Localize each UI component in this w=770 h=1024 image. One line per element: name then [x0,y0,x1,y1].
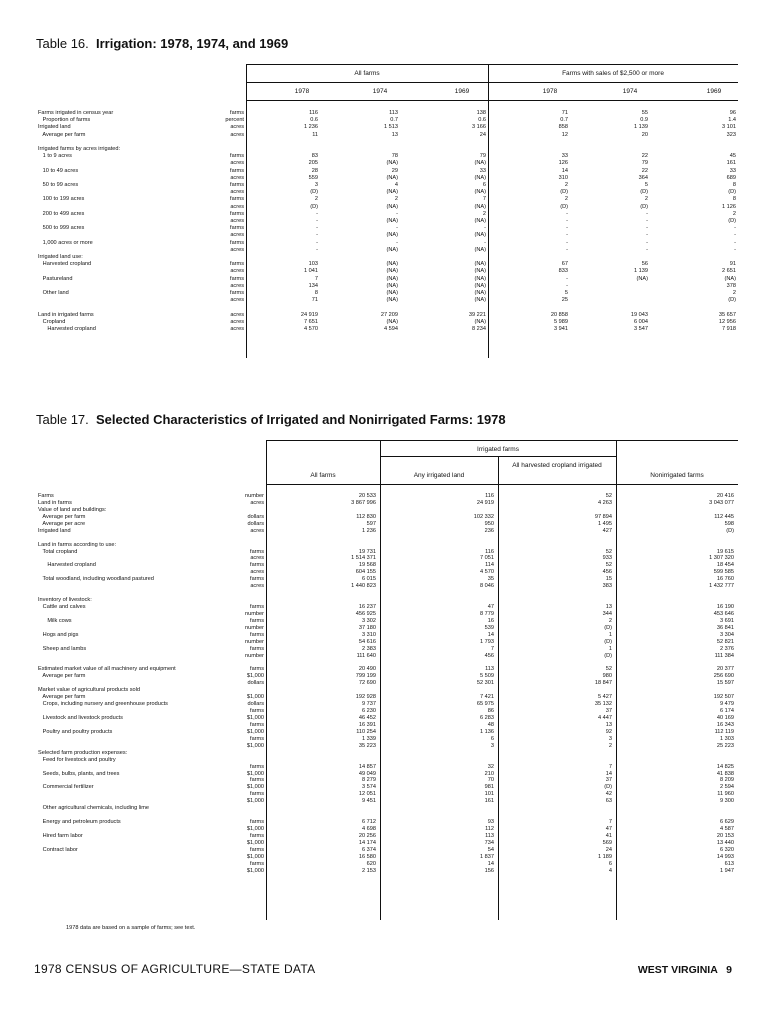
table16-col-sales-1974: 55 0.9 1 139 20 22 79 22 364 5 (D) 2 (D) - - - - - - 56 1 139 (NA) 19 043 6 004 3 547 [630,110,648,333]
table17-units: number acres dollars dollars acres farms acres farms acres farms acres farms number farms number farms number farms number farms $1,000 dollars $1,000 dollars farms $1,000 farms $1,000 farms $1,000 farms $1,000 farms $1,000 farms $1,000 farms $1,000 farms $1,000 farms $1,000 farms $1,000 [245,493,264,874]
table16-col-all-1969: 138 0.6 3 166 24 79 (NA) 33 (NA) 6 (NA) 7 (NA) 2 (NA) - (NA) - (NA) (NA) (NA) (NA) (NA) (NA) (NA) 39 221 (NA) 8 234 [468,110,486,333]
footer-state-page: WEST VIRGINIA 9 [637,964,732,976]
table17-col-all-header: All farms [310,472,336,479]
table17-col-non: 20 416 3 043 077 112 445 598 (D) 19 615 1 307 320 18 454 599 585 16 760 1 432 777 16 190 453 646 3 691 36 841 3 304 52 821 2 376 111 384 20 377 256 690 15 597 192 507 9 479 6 174 40 169 16 343 112 119 1 303 25 223 14 825 41 838 8 209 2 594 11 960 9 300 6 629 4 587 20 153 13 440 6 320 14 993 613 1 947 [709,493,734,874]
table16-number: Table 16. [36,36,89,51]
table16-heading: Irrigation: 1978, 1974, and 1969 [96,36,289,51]
table16-year-2: 1974 [372,88,388,95]
table16-year-4: 1978 [542,88,558,95]
table16-year-1: 1978 [294,88,310,95]
table17-left-rule [266,440,267,920]
table17-rule-3 [498,456,499,920]
table16-title [36,36,288,51]
table17-rule-2 [380,440,381,920]
table16-left-rule [246,64,247,358]
table16-stub: Farms irrigated in census year Proportion of farms Irrigated land Average per farm Irrigated farms by acres irrigated: 1 to 9 acres 10 to 49 acres 50 to 99 acres 100 to 199 acres 200 to 499 acres 500 to 999 acres 1,000 acres or more Irrigated land use: Harvested cropland Pastureland Other land Land in irrigated farms Cropland Harvested cropland [38,110,121,333]
table17-footnote: 1978 data are based on a sample of farms; see text. [66,925,196,931]
table16-year-6: 1969 [706,88,722,95]
table17-top-rule [266,440,738,441]
table16-header-rule [246,100,738,101]
table16-units: farms percent acres acres farms acres farms acres farms acres farms acres farms acres farms acres farms acres farms acres farms acres farms acres acres acres acres [225,110,244,333]
table17-col-non-header: Nonirrigated farms [650,472,704,479]
table17-heading: Selected Characteristics of Irrigated and Nonirrigated Farms: 1978 [96,412,506,427]
table16-col-all-1974: 113 0.7 1 513 13 78 (NA) 29 (NA) 4 (NA) 2 (NA) - (NA) - (NA) - (NA) (NA) (NA) (NA) (NA) (NA) (NA) 27 209 (NA) 4 594 [380,110,398,333]
table16-year-5: 1974 [622,88,638,95]
table16-col-sales-1978: 71 0.7 858 12 33 126 14 310 2 (D) 2 (D) - - - - - - 67 833 - - 5 25 20 858 5 989 3 941 [550,110,568,333]
table17-rule-4 [616,440,617,920]
footer-publication: 1978 CENSUS OF AGRICULTURE—STATE DATA [34,962,316,976]
table16-group-sales: Farms with sales of $2,500 or more [562,70,664,77]
table17-header-rule [266,484,738,485]
table17-number: Table 17. [36,412,89,427]
table16-col-sales-1969: 96 1.4 3 101 323 45 161 33 689 8 (D) 8 1 126 2 (D) - - - - 91 2 651 (NA) 378 2 (D) 35 657 12 956 7 918 [718,110,736,333]
table17-title [36,412,506,427]
table16-year-3: 1969 [454,88,470,95]
table17-stub: Farms Land in farms Value of land and buildings: Average per farm Average per acre Irrigated land Land in farms according to use: Total cropland Harvested cropland Total woodland, including woodland pastured Inventory of livestock: Cattle and calves Milk cows Hogs and pigs Sheep and lambs Estimated market value of all machinery and equipment Average per farm Market value of agricultural products sold Average per farm Crops, including nursery and greenhouse products Livestock and livestock products Poultry and poultry products Selected farm production expenses: Feed for livestock and poultry Seeds, bulbs, plants, and trees Commercial fertilizer Other agricultural chemicals, including lime Energy and petroleum products Hired farm labor Contract labor [38,493,176,853]
table16-col-all-1978: 116 0.6 1 236 11 83 205 28 559 3 (D) 2 (D) - - - - - - 103 1 041 7 134 8 71 24 919 7 651 4 570 [300,110,318,333]
table16-group-all: All farms [354,70,380,77]
table16-group-rule [246,82,738,83]
table17-group-irrigated: Irrigated farms [477,446,519,453]
table16-mid-rule [488,64,489,358]
table17-col-any-header: Any irrigated land [413,472,465,479]
table17-col-harv-header: All harvested cropland irrigated [512,462,602,469]
table17-col-all: 20 533 3 867 996 112 830 597 1 236 19 731 1 514 371 19 568 604 155 6 015 1 440 823 16 237 456 925 3 302 37 180 3 310 54 616 2 383 111 640 20 490 799 199 72 690 192 928 9 737 6 230 46 452 16 391 110 254 1 339 35 223 14 857 49 049 8 279 3 574 12 051 9 451 6 712 4 698 20 256 14 174 6 374 16 580 620 2 153 [351,493,376,874]
table17-col-harv: 52 4 263 97 894 1 495 427 52 933 52 456 15 383 13 344 2 (D) 1 (D) 1 (D) 52 980 18 847 5 427 35 132 37 4 447 13 92 3 2 7 14 37 (D) 42 63 7 47 41 569 24 1 189 6 4 [594,493,612,874]
table17-col-any: 116 24 919 102 332 950 236 116 7 051 114 4 570 35 8 046 47 8 779 16 539 14 1 793 7 456 113 5 509 52 301 7 421 65 975 86 6 283 48 1 136 6 3 32 210 70 981 101 161 93 112 113 734 54 1 837 14 156 [473,493,494,874]
table16-top-rule [246,64,738,65]
